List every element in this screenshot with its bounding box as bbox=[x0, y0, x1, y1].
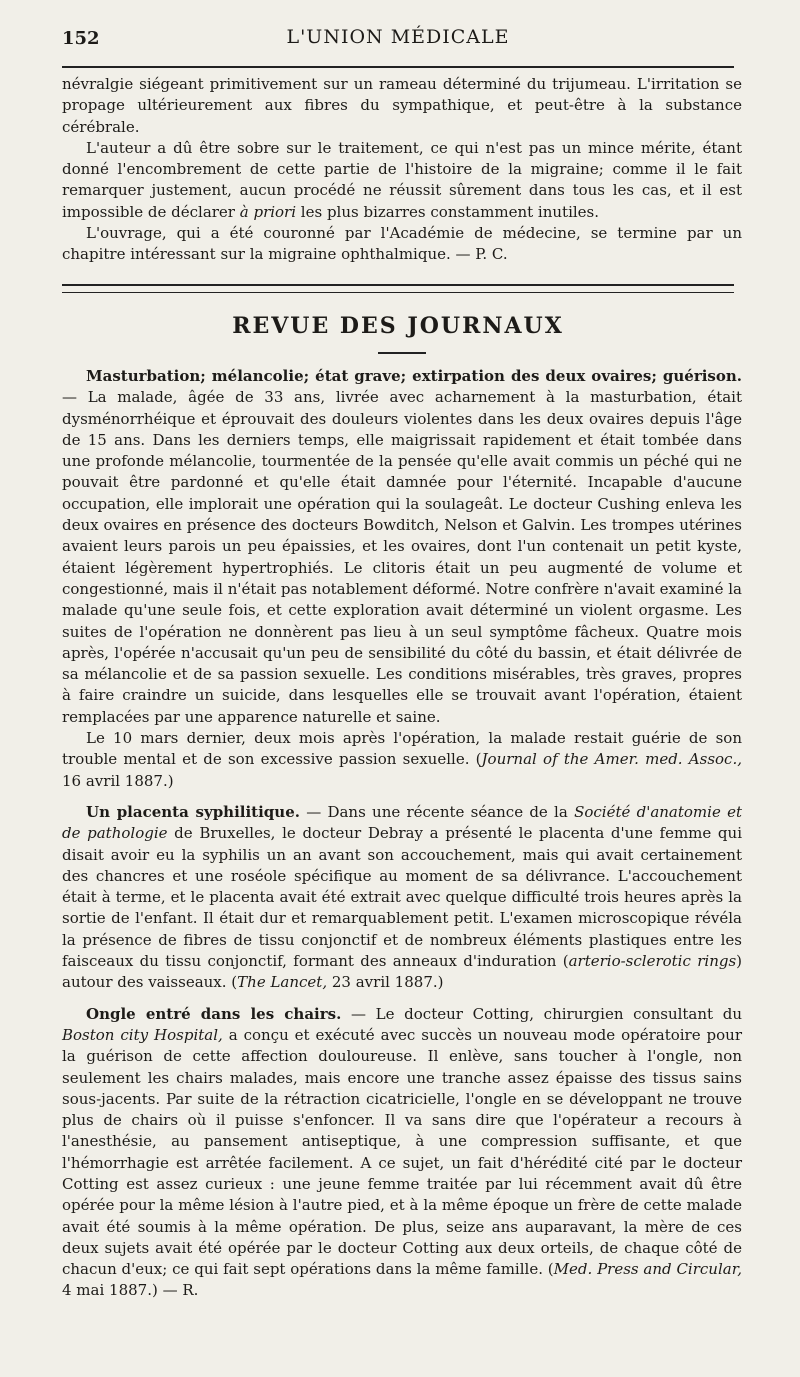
society-name: Société d'anatomie et de pathologie bbox=[62, 802, 742, 843]
text-run: Le 10 mars dernier, deux mois après l'opération, la malade restait guérie de son trouble mental et de son excessive passion sexuelle. ( bbox=[62, 729, 742, 769]
article-placenta bbox=[62, 802, 742, 994]
running-title: L'UNION MÉDICALE bbox=[286, 26, 510, 48]
source-citation: Journal of the Amer. med. Assoc., bbox=[481, 750, 742, 769]
article-masturbation bbox=[62, 366, 742, 728]
text-run: L'auteur a dû être sobre sur le traitement, ce qui n'est pas un mince mérite, étant donné l'encombrement de cette partie de l'histoire de la migraine; comme il le fait remarquer justement, aucun procédé ne réussit sûrement dans tous les cas, et il est impossible de déclarer bbox=[62, 138, 742, 221]
title-underline bbox=[378, 352, 426, 354]
source-citation: Med. Press and Circular, bbox=[553, 1260, 742, 1279]
previous-review bbox=[62, 74, 742, 266]
italic-term: à priori bbox=[239, 202, 297, 221]
section-title: REVUE DES JOURNAUX bbox=[232, 313, 564, 339]
text-run: de Bruxelles, le docteur Debray a présenté le placenta d'une femme qui disait avoir eu la syphilis un an avant son accouchement, mais qui avait certainement des chancres et une roséole spécifique au moment de sa délivrance. L'accouchement était à terme, et le placenta avait été extrait avec quelque difficulté trois heures après la sortie de l'enfant. Il était dur et remarquablement petit. L'examen microscopique révéla la présence de fibres de tissu conjonctif et de nombreux éléments plastiques entre les faisceaux du tissu conjonctif, formant des anneaux d'induration ( bbox=[62, 824, 742, 971]
paragraph: névralgie siégeant primitivement sur un rameau déterminé du trijumeau. L'irritation se propage ultérieurement aux fibres du sympathique, et peut-être à la substance cérébrale. bbox=[62, 75, 742, 136]
article-text: — La malade, âgée de 33 ans, livrée avec acharnement à la masturbation, était dysménorrhéique et éprouvait des douleurs violentes dans les deux ovaires depuis l'âge de 15 ans. Dans les derniers temps, elle maigrissait rapidement et était tombée dans une profonde mélancolie, tourmentée de la pensée qu'elle avait commis un péché qui ne pouvait être pardonné et qu'elle était damnée pour l'éternité. Incapable d'aucune occupation, elle implorait une opération qui la soulageât. Le docteur Cushing enleva les deux ovaires en présence des docteurs Bowditch, Nelson et Galvin. Les trompes utérines avaient leurs parois un peu épaissies, et les ovaires, dont l'un contenait un petit kyste, étaient légèrement hypertrophiés. Le clitoris était un peu augmenté de volume et congestionné, mais il n'était pas notablement déformé. Notre confrère n'avait examiné la malade qu'une seule fois, et cette exploration avait déterminé un violent orgasme. Les suites de l'opération ne donnèrent pas lieu à un seul symptôme fâcheux. Quatre mois après, l'opérée n'accusait qu'un peu de sensibilité du côté du bassin, et était délivrée de sa mélancolie et de sa passion sexuelle. Les conditions misérables, très graves, propres à faire craindre un suicide, dans lesquelles elle se trouvait avant l'opération, étaient remplacées par une apparence naturelle et saine. bbox=[62, 388, 742, 726]
spacer bbox=[62, 994, 742, 1004]
paragraph bbox=[62, 138, 742, 223]
text-run: — Le docteur Cotting, chirurgien consultant du bbox=[341, 1004, 742, 1023]
header-rule bbox=[62, 66, 734, 68]
article-ongle bbox=[62, 1004, 742, 1302]
text-run: les plus bizarres constamment inutiles. bbox=[296, 202, 600, 221]
article-title: Masturbation; mélancolie; état grave; extirpation des deux ovaires; guérison. bbox=[86, 367, 742, 385]
text-run: a conçu et exécuté avec succès un nouveau mode opératoire pour la guérison de cette affection douloureuse. Il enlève, sans toucher à l'ongle, non seulement les chairs malades, mais encore une tranche assez épaisse des tissus sains sous-jacents. Par suite de la rétraction cicatricielle, l'ongle en se développant ne trouve plus de chairs où il puisse s'enfoncer. Il va sans dire que l'opérateur a recours à l'anesthésie, au pansement antiseptique, à une compression suffisante, et que l'hémorrhagie est arrêtée facilement. A ce sujet, un fait d'hérédité cité par le docteur Cotting est assez curieux : une jeune femme traitée par lui récemment avait dû être opérée pour la même lésion à l'autre pied, et à la même époque un frère de cette malade avait été soumis à la même opération. De plus, seize ans auparavant, la mère de ces deux sujets avait été opérée par le docteur Cotting aux deux orteils, de chaque côté de chacun d'eux; ce qui fait sept opérations dans la même famille. ( bbox=[62, 1025, 742, 1279]
text-run: 4 mai 1887.) — R. bbox=[62, 1281, 199, 1300]
journal-reviews bbox=[62, 366, 742, 1302]
article-title: Ongle entré dans les chairs. bbox=[86, 1004, 342, 1023]
text-run: ) autour des vaisseaux. ( bbox=[62, 952, 743, 992]
text-run: 16 avril 1887.) bbox=[62, 771, 174, 790]
page-header bbox=[62, 22, 734, 52]
article-title: Un placenta syphilitique. bbox=[86, 802, 300, 821]
paragraph bbox=[62, 728, 742, 792]
source-citation: The Lancet, bbox=[237, 973, 328, 992]
hospital-name: Boston city Hospital, bbox=[62, 1025, 223, 1044]
section-divider bbox=[62, 284, 734, 293]
paragraph: L'ouvrage, qui a été couronné par l'Académie de médecine, se termine par un chapitre intéressant sur la migraine ophthalmique. — P. C. bbox=[62, 224, 742, 264]
text-run: 23 avril 1887.) bbox=[327, 973, 444, 992]
italic-term: arterio-sclerotic rings bbox=[568, 952, 737, 971]
page-number: 152 bbox=[62, 28, 100, 49]
text-run: — Dans une récente séance de la bbox=[299, 802, 575, 821]
spacer bbox=[62, 792, 742, 802]
